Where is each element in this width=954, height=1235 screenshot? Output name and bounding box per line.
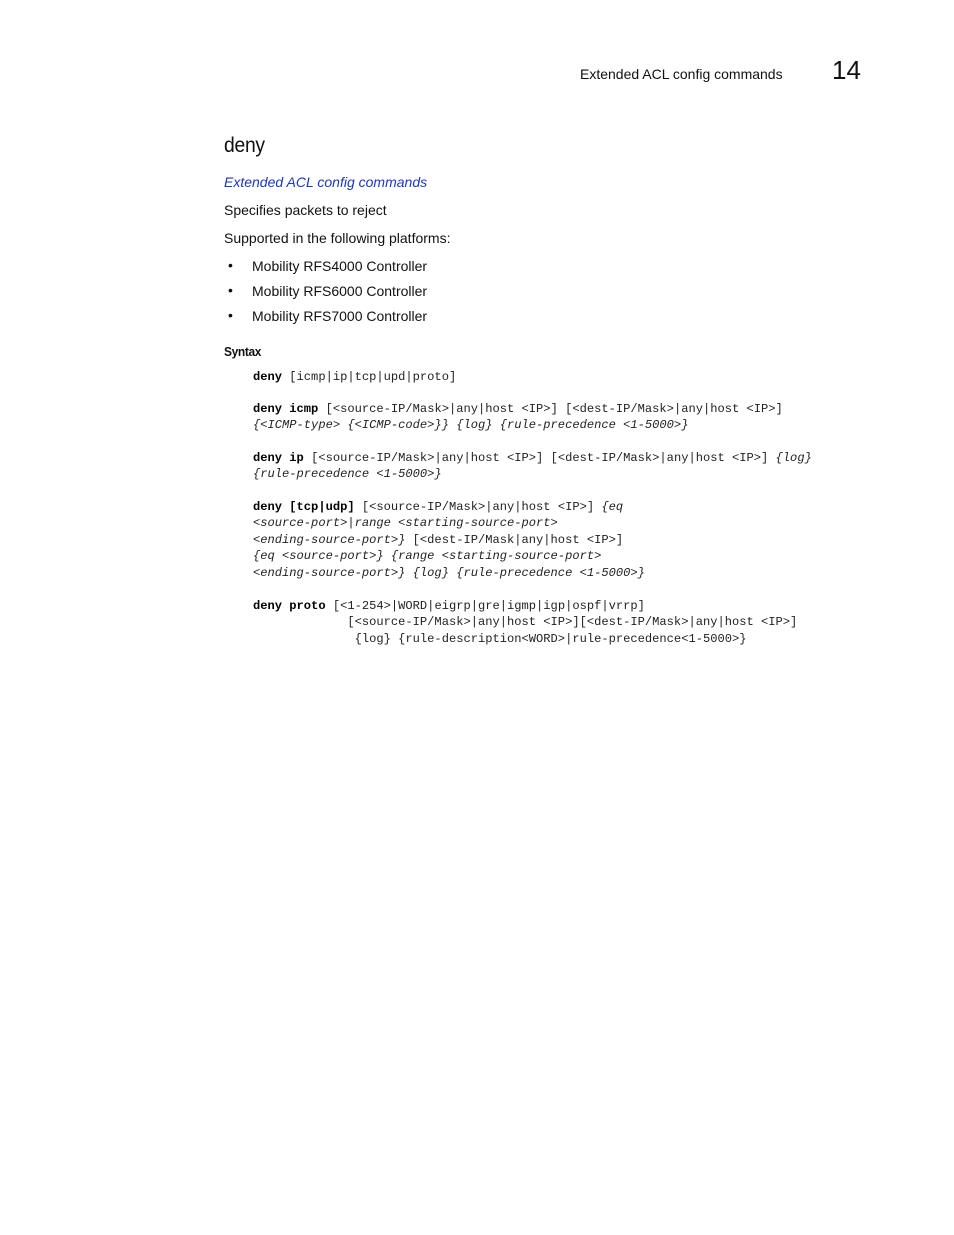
syntax-block-3: deny ip [<source-IP/Mask>|any|host <IP>] [<dest-IP/Mask>|any|host <IP>] {log} {rule-precedence <1-5000>} bbox=[253, 451, 812, 482]
command-description: Specifies packets to reject bbox=[224, 202, 387, 218]
bullet-icon: • bbox=[228, 307, 233, 323]
chapter-number: 14 bbox=[832, 55, 861, 85]
syntax-block-5: deny proto [<1-254>|WORD|eigrp|gre|igmp|igp|ospf|vrrp] [<source-IP/Mask>|any|host <IP>][<dest-IP/Mask>|any|host <IP>] {log} {rule-description<WORD>|rule-precedence<1-5000>} bbox=[253, 599, 798, 646]
chapter-title: Extended ACL config commands bbox=[580, 66, 783, 82]
bullet-icon: • bbox=[228, 257, 233, 273]
bullet-icon: • bbox=[228, 282, 233, 298]
syntax-block-1: deny [icmp|ip|tcp|upd|proto] bbox=[253, 370, 457, 384]
page-title: deny bbox=[224, 134, 265, 157]
platforms-intro: Supported in the following platforms: bbox=[224, 230, 451, 246]
syntax-block-2: deny icmp [<source-IP/Mask>|any|host <IP>] [<dest-IP/Mask>|any|host <IP>] {<ICMP-type> {<ICMP-code>}} {log} {rule-precedence <1-5000>} bbox=[253, 402, 783, 433]
see-also-link[interactable]: Extended ACL config commands bbox=[224, 174, 428, 190]
syntax-heading: Syntax bbox=[224, 344, 262, 359]
syntax-block-4: deny [tcp|udp] [<source-IP/Mask>|any|host <IP>] {eq <source-port>|range <starting-source-port> <ending-source-port>} [<dest-IP/Mask|any|host <IP>] {eq <source-port>} {range <starting-source-port> <ending-source-port>} {log} {rule-precedence <1-5000>} bbox=[253, 500, 645, 580]
